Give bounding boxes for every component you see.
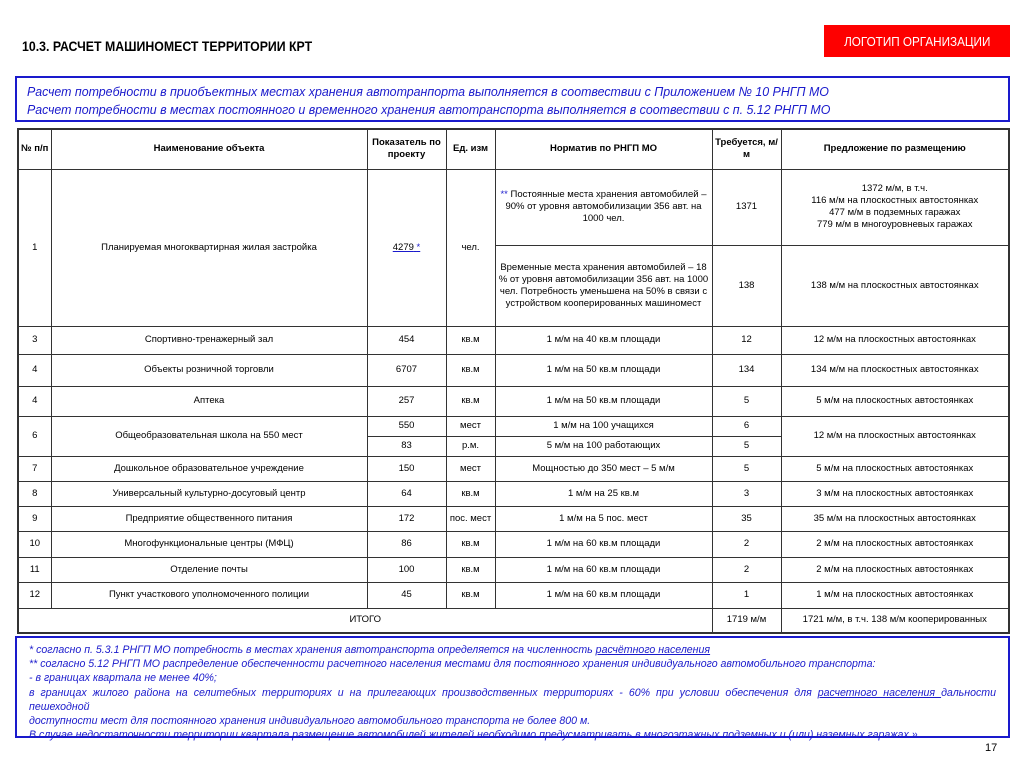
cell-norm: Мощностью до 350 мест – 5 м/м: [495, 456, 712, 481]
footnote-line: [29, 686, 996, 714]
cell-norm: 1 м/м на 25 кв.м: [495, 481, 712, 506]
footnote-line: ** согласно 5.12 РНГП МО распределение обеспеченности расчетного населения местами для постоянного хранения индивидуального автомобильного транспорта:: [29, 658, 876, 671]
table-total-row: [18, 608, 1009, 633]
cell-name: Аптека: [51, 386, 367, 416]
cell-indicator: 83: [367, 436, 446, 456]
parking-calculation-table: [17, 128, 1010, 634]
organization-logo-placeholder: [824, 25, 1010, 57]
footnote-link: расчетного населения: [817, 686, 942, 699]
cell-name: Планируемая многоквартирная жилая застройка: [51, 169, 367, 326]
cell-num: 7: [18, 456, 51, 481]
info-line: Расчет потребности в приобъектных местах хранения автотранпорта выполняется в соотвествии с Приложением № 10 РНГП МО: [27, 84, 829, 99]
cell-name: Дошкольное образовательное учреждение: [51, 456, 367, 481]
table-row: [18, 354, 1009, 386]
footnote-mark: **: [500, 189, 508, 200]
table-row: [18, 557, 1009, 582]
page-number: 17: [985, 742, 998, 754]
cell-unit: р.м.: [446, 436, 495, 456]
header-indicator: Показатель по проекту: [367, 129, 446, 169]
cell-name: Предприятие общественного питания: [51, 506, 367, 531]
header-num: № п/п: [18, 129, 51, 169]
footnote-line: - в границах квартала не менее 40%;: [29, 672, 217, 685]
footnote-text: * согласно п. 5.3.1 РНГП МО потребность в местах хранения автотранспорта определяется на численность: [29, 644, 596, 656]
cell-name: Спортивно-тренажерный зал: [51, 326, 367, 354]
cell-name: Отделение почты: [51, 557, 367, 582]
cell-num: 12: [18, 582, 51, 608]
total-proposal: 1721 м/м, в т.ч. 138 м/м кооперированных: [781, 608, 1009, 633]
cell-unit: кв.м: [446, 481, 495, 506]
cell-unit: кв.м: [446, 531, 495, 557]
cell-num: 4: [18, 354, 51, 386]
footnote-line: [29, 643, 996, 657]
proposal-line: 779 м/м в многоуровневых гаражах: [816, 219, 973, 230]
cell-num: 9: [18, 506, 51, 531]
cell-norm: 1 м/м на 5 пос. мест: [495, 506, 712, 531]
cell-required: 1371: [712, 169, 781, 245]
cell-name: Пункт участкового уполномоченного полиции: [51, 582, 367, 608]
indicator-value: [393, 242, 420, 253]
cell-unit: мест: [446, 456, 495, 481]
table-row: [18, 456, 1009, 481]
cell-unit: мест: [446, 416, 495, 436]
info-box: [15, 76, 1010, 122]
footnote-text: в границах жилого района на селитебных территориях и на прилегающих производственных территориях - 60% при условии обеспечения для: [29, 686, 818, 699]
footnote-mark: *: [416, 241, 421, 253]
cell-norm: 1 м/м на 50 кв.м площади: [495, 386, 712, 416]
cell-unit: кв.м: [446, 354, 495, 386]
logo-label: ЛОГОТИП ОРГАНИЗАЦИИ: [843, 33, 991, 49]
cell-proposal: 12 м/м на плоскостных автостоянках: [781, 416, 1009, 456]
cell-proposal: 5 м/м на плоскостных автостоянках: [781, 386, 1009, 416]
cell-unit: пос. мест: [446, 506, 495, 531]
cell-proposal: 1 м/м на плоскостных автостоянках: [781, 582, 1009, 608]
cell-norm: 5 м/м на 100 работающих: [495, 436, 712, 456]
cell-norm: 1 м/м на 40 кв.м площади: [495, 326, 712, 354]
cell-norm: 1 м/м на 100 учащихся: [495, 416, 712, 436]
table-row: [18, 416, 1009, 436]
cell-num: 1: [18, 169, 51, 326]
cell-name: Многофункциональные центры (МФЦ): [51, 531, 367, 557]
header-unit: Ед. изм: [446, 129, 495, 169]
indicator-number: 4279: [392, 241, 414, 253]
cell-num: 11: [18, 557, 51, 582]
header-name: Наименование объекта: [51, 129, 367, 169]
cell-unit: кв.м: [446, 557, 495, 582]
cell-norm: 1 м/м на 50 кв.м площади: [495, 354, 712, 386]
header-required: Требуется, м/м: [712, 129, 781, 169]
cell-norm: 1 м/м на 60 кв.м площади: [495, 582, 712, 608]
cell-name: Общеобразовательная школа на 550 мест: [51, 416, 367, 456]
cell-indicator: 150: [367, 456, 446, 481]
cell-proposal: 35 м/м на плоскостных автостоянках: [781, 506, 1009, 531]
cell-proposal: 134 м/м на плоскостных автостоянках: [781, 354, 1009, 386]
cell-unit: кв.м: [446, 326, 495, 354]
cell-required: 5: [712, 436, 781, 456]
proposal-line: 1372 м/м, в т.ч.: [861, 183, 928, 194]
cell-norm: 1 м/м на 60 кв.м площади: [495, 531, 712, 557]
cell-num: 10: [18, 531, 51, 557]
cell-proposal: 3 м/м на плоскостных автостоянках: [781, 481, 1009, 506]
table-row: [18, 169, 1009, 245]
page-title: 10.3. РАСЧЕТ МАШИНОМЕСТ ТЕРРИТОРИИ КРТ: [22, 38, 313, 54]
cell-proposal: 138 м/м на плоскостных автостоянках: [781, 245, 1009, 326]
cell-required: 12: [712, 326, 781, 354]
cell-num: 3: [18, 326, 51, 354]
total-label: ИТОГО: [18, 608, 712, 633]
cell-required: 5: [712, 456, 781, 481]
cell-name: Универсальный культурно-досуговый центр: [51, 481, 367, 506]
table-row: [18, 326, 1009, 354]
cell-required: 5: [712, 386, 781, 416]
footnote-line: В случае недостаточности территории квартала размещение автомобилей жителей необходимо предусматривать в многоэтажных подземных и (или) наземных гаражах.»: [29, 729, 918, 742]
proposal-line: 477 м/м в подземных гаражах: [829, 207, 961, 218]
total-required: 1719 м/м: [712, 608, 781, 633]
cell-num: 8: [18, 481, 51, 506]
cell-required: 6: [712, 416, 781, 436]
cell-proposal: 12 м/м на плоскостных автостоянках: [781, 326, 1009, 354]
cell-proposal: 5 м/м на плоскостных автостоянках: [781, 456, 1009, 481]
cell-num: 6: [18, 416, 51, 456]
cell-indicator: 257: [367, 386, 446, 416]
cell-indicator: 64: [367, 481, 446, 506]
cell-required: 3: [712, 481, 781, 506]
cell-indicator: 172: [367, 506, 446, 531]
cell-required: 138: [712, 245, 781, 326]
header-norm: Норматив по РНГП МО: [495, 129, 712, 169]
footnotes-box: [15, 636, 1010, 742]
cell-required: 2: [712, 557, 781, 582]
footnote-line: доступности мест для постоянного хранения индивидуального автомобильного транспорта не более 800 м.: [29, 715, 591, 728]
cell-norm: [495, 169, 712, 245]
cell-indicator: 454: [367, 326, 446, 354]
cell-num: 4: [18, 386, 51, 416]
table-row: [18, 582, 1009, 608]
cell-norm: 1 м/м на 60 кв.м площади: [495, 557, 712, 582]
cell-required: 2: [712, 531, 781, 557]
footnote-link: расчётного населения: [595, 644, 711, 656]
info-line: Расчет потребности в местах постоянного и временного хранения автотранспорта выполняется в соотвествии с п. 5.12 РНГП МО: [27, 102, 831, 117]
cell-indicator: 45: [367, 582, 446, 608]
cell-norm: Временные места хранения автомобилей – 18 % от уровня автомобилизации 356 авт. на 1000 чел. Потребность уменьшена на 50% в связи с устройством кооперированных машиномест: [495, 245, 712, 326]
table-row: [18, 386, 1009, 416]
footnote-text: дальности пешеходной: [29, 686, 996, 713]
cell-indicator: 550: [367, 416, 446, 436]
cell-indicator: [367, 169, 446, 326]
cell-required: 1: [712, 582, 781, 608]
table-row: [18, 506, 1009, 531]
cell-proposal: 2 м/м на плоскостных автостоянках: [781, 557, 1009, 582]
proposal-line: 116 м/м на плоскостных автостоянках: [811, 195, 979, 206]
cell-unit: кв.м: [446, 386, 495, 416]
cell-required: 134: [712, 354, 781, 386]
cell-unit: кв.м: [446, 582, 495, 608]
table-row: [18, 481, 1009, 506]
cell-name: Объекты розничной торговли: [51, 354, 367, 386]
cell-indicator: 6707: [367, 354, 446, 386]
cell-indicator: 100: [367, 557, 446, 582]
cell-proposal: [781, 169, 1009, 245]
header-proposal: Предложение по размещению: [781, 129, 1009, 169]
table-header-row: [18, 129, 1009, 169]
norm-text: Постоянные места хранения автомобилей – 90% от уровня автомобилизации 356 авт. на 1000 чел.: [505, 189, 707, 224]
cell-proposal: 2 м/м на плоскостных автостоянках: [781, 531, 1009, 557]
table-row: [18, 531, 1009, 557]
cell-unit: чел.: [446, 169, 495, 326]
cell-required: 35: [712, 506, 781, 531]
cell-indicator: 86: [367, 531, 446, 557]
